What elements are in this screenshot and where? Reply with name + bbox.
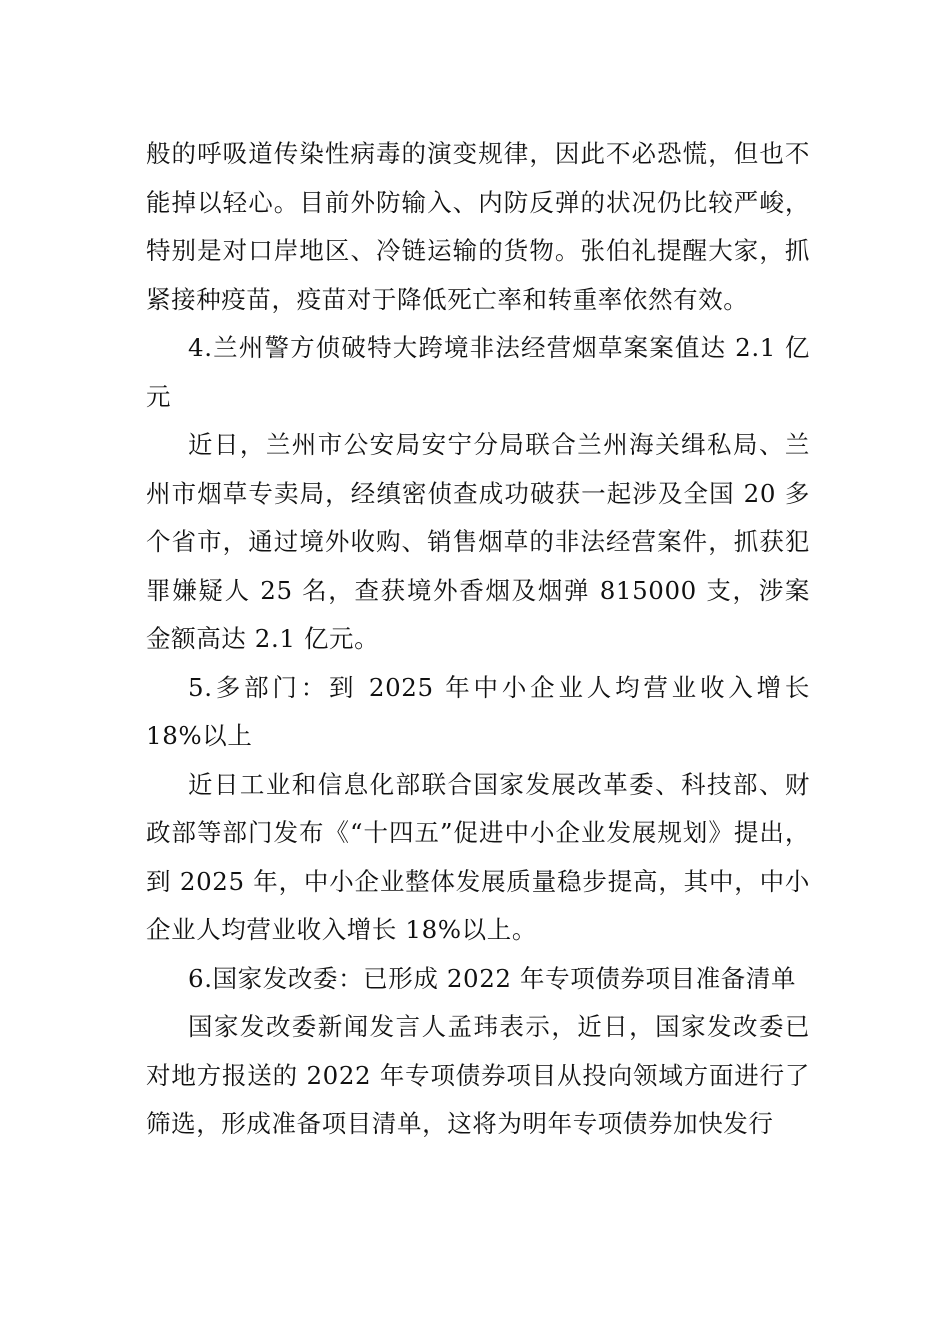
news-paragraph-4: 近日，兰州市公安局安宁分局联合兰州海关缉私局、兰州市烟草专卖局，经缜密侦查成功破获一起涉及全国 20 多个省市，通过境外收购、销售烟草的非法经营案件，抓获犯罪嫌疑人 25 名，查获境外香烟及烟弹 815000 支，涉案金额高达 2.1 亿元。 xyxy=(146,430,810,653)
news-paragraph-5: 近日工业和信息化部联合国家发展改革委、科技部、财政部等部门发布《“十四五”促进中小企业发展规划》提出，到 2025 年，中小企业整体发展质量稳步提高，其中，中小企业人均营业收入增长 18%以上。 xyxy=(146,769,810,944)
news-heading-5: 5.多部门：到 2025 年中小企业人均营业收入增长 18%以上 xyxy=(146,672,810,750)
news-heading-6: 6.国家发改委：已形成 2022 年专项债券项目准备清单 xyxy=(188,963,797,993)
paragraph-continued: 般的呼吸道传染性病毒的演变规律，因此不必恐慌，但也不能掉以轻心。目前外防输入、内防反弹的状况仍比较严峻，特别是对口岸地区、冷链运输的货物。张伯礼提醒大家，抓紧接种疫苗，疫苗对于降低死亡率和转重率依然有效。 xyxy=(146,139,810,314)
news-paragraph-6: 国家发改委新闻发言人孟玮表示，近日，国家发改委已对地方报送的 2022 年专项债券项目从投向领域方面进行了筛选，形成准备项目清单，这将为明年专项债券加快发行 xyxy=(146,1012,810,1138)
document-body xyxy=(146,130,810,1149)
news-heading-4: 4.兰州警方侦破特大跨境非法经营烟草案案值达 2.1 亿元 xyxy=(146,333,810,411)
